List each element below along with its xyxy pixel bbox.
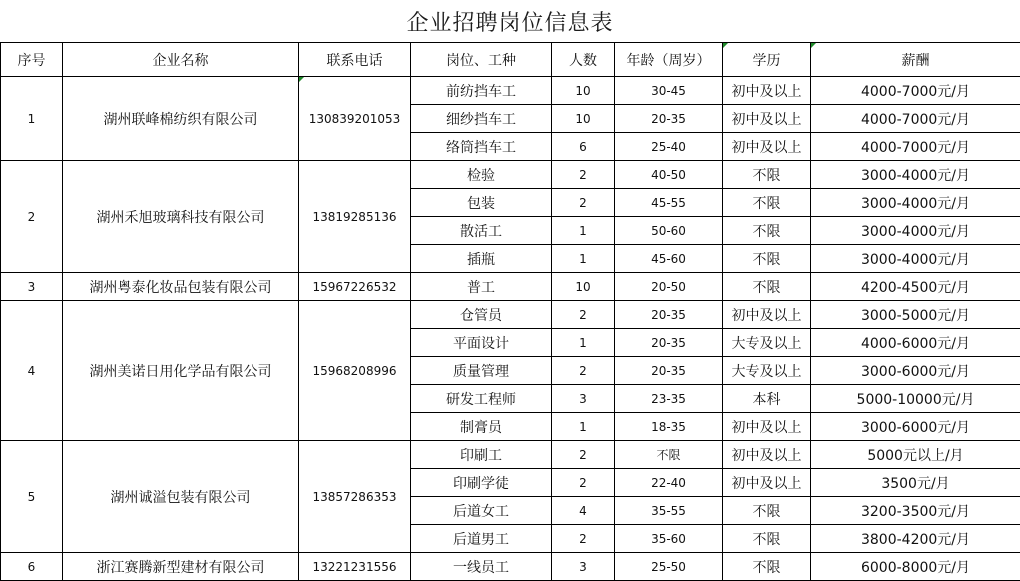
cell-age-range[interactable]: 不限 xyxy=(615,441,723,469)
cell-age-range[interactable]: 22-40 xyxy=(615,469,723,497)
table-row xyxy=(1,161,1020,189)
cell-phone[interactable]: 13857286353 xyxy=(299,441,411,553)
cell-age-range[interactable]: 30-45 xyxy=(615,77,723,105)
cell-job-title[interactable]: 制膏员 xyxy=(411,413,552,441)
cell-salary[interactable]: 3000-4000元/月 xyxy=(811,161,1020,189)
table-row xyxy=(1,77,1020,105)
cell-education[interactable]: 不限 xyxy=(723,553,811,581)
cell-company-name[interactable]: 湖州禾旭玻璃科技有限公司 xyxy=(63,161,299,273)
cell-headcount[interactable]: 2 xyxy=(552,441,615,469)
cell-education[interactable]: 不限 xyxy=(723,161,811,189)
cell-salary[interactable]: 3800-4200元/月 xyxy=(811,525,1020,553)
header-cell-job[interactable]: 岗位、工种 xyxy=(411,43,552,77)
cell-salary[interactable]: 3500元/月 xyxy=(811,469,1020,497)
cell-headcount[interactable]: 1 xyxy=(552,329,615,357)
cell-no[interactable]: 6 xyxy=(1,553,63,581)
cell-education[interactable]: 不限 xyxy=(723,217,811,245)
table-row xyxy=(1,553,1020,581)
cell-job-title[interactable]: 后道女工 xyxy=(411,497,552,525)
cell-age-range[interactable]: 35-55 xyxy=(615,497,723,525)
cell-salary[interactable]: 3000-5000元/月 xyxy=(811,301,1020,329)
cell-headcount[interactable]: 2 xyxy=(552,525,615,553)
cell-age-range[interactable]: 45-60 xyxy=(615,245,723,273)
cell-job-title[interactable]: 平面设计 xyxy=(411,329,552,357)
cell-age-range[interactable]: 20-35 xyxy=(615,357,723,385)
cell-age-range[interactable]: 20-35 xyxy=(615,105,723,133)
cell-education[interactable]: 初中及以上 xyxy=(723,133,811,161)
cell-job-title[interactable]: 普工 xyxy=(411,273,552,301)
cell-phone[interactable]: 15967226532 xyxy=(299,273,411,301)
cell-age-range[interactable]: 20-35 xyxy=(615,329,723,357)
cell-age-range[interactable]: 35-60 xyxy=(615,525,723,553)
header-cell-no[interactable]: 序号 xyxy=(1,43,63,77)
cell-salary[interactable]: 5000元以上/月 xyxy=(811,441,1020,469)
cell-headcount[interactable]: 2 xyxy=(552,469,615,497)
cell-headcount[interactable]: 3 xyxy=(552,553,615,581)
cell-headcount[interactable]: 1 xyxy=(552,217,615,245)
cell-salary[interactable]: 4000-7000元/月 xyxy=(811,77,1020,105)
cell-education[interactable]: 大专及以上 xyxy=(723,329,811,357)
cell-no[interactable]: 3 xyxy=(1,273,63,301)
cell-company-name[interactable]: 湖州美诺日用化学品有限公司 xyxy=(63,301,299,441)
cell-job-title[interactable]: 印刷学徒 xyxy=(411,469,552,497)
cell-age-range[interactable]: 25-50 xyxy=(615,553,723,581)
cell-job-title[interactable]: 包装 xyxy=(411,189,552,217)
cell-headcount[interactable]: 2 xyxy=(552,189,615,217)
cell-no[interactable]: 5 xyxy=(1,441,63,553)
cell-education[interactable]: 不限 xyxy=(723,525,811,553)
cell-headcount[interactable]: 3 xyxy=(552,385,615,413)
cell-company-name[interactable]: 浙江赛腾新型建材有限公司 xyxy=(63,553,299,581)
header-cell-company[interactable]: 企业名称 xyxy=(63,43,299,77)
cell-phone[interactable]: 13819285136 xyxy=(299,161,411,273)
cell-headcount[interactable]: 10 xyxy=(552,105,615,133)
cell-company-name[interactable]: 湖州诚溢包装有限公司 xyxy=(63,441,299,553)
cell-salary[interactable]: 3000-4000元/月 xyxy=(811,217,1020,245)
cell-no[interactable]: 2 xyxy=(1,161,63,273)
cell-phone[interactable]: 130839201053 xyxy=(299,77,411,161)
cell-job-title[interactable]: 细纱挡车工 xyxy=(411,105,552,133)
cell-salary[interactable]: 3200-3500元/月 xyxy=(811,497,1020,525)
cell-salary[interactable]: 3000-6000元/月 xyxy=(811,413,1020,441)
header-cell-count[interactable]: 人数 xyxy=(552,43,615,77)
header-cell-salary[interactable]: 薪酬 xyxy=(811,43,1020,77)
table-row xyxy=(1,441,1020,469)
cell-job-title[interactable]: 研发工程师 xyxy=(411,385,552,413)
cell-headcount[interactable]: 2 xyxy=(552,161,615,189)
cell-education[interactable]: 初中及以上 xyxy=(723,301,811,329)
cell-salary[interactable]: 4200-4500元/月 xyxy=(811,273,1020,301)
cell-headcount[interactable]: 10 xyxy=(552,273,615,301)
cell-job-title[interactable]: 前纺挡车工 xyxy=(411,77,552,105)
cell-headcount[interactable]: 1 xyxy=(552,245,615,273)
cell-salary[interactable]: 3000-6000元/月 xyxy=(811,357,1020,385)
cell-age-range[interactable]: 18-35 xyxy=(615,413,723,441)
cell-job-title[interactable]: 散活工 xyxy=(411,217,552,245)
cell-job-title[interactable]: 检验 xyxy=(411,161,552,189)
cell-education[interactable]: 初中及以上 xyxy=(723,105,811,133)
cell-job-title[interactable]: 质量管理 xyxy=(411,357,552,385)
cell-education[interactable]: 初中及以上 xyxy=(723,413,811,441)
cell-education[interactable]: 不限 xyxy=(723,189,811,217)
cell-age-range[interactable]: 20-35 xyxy=(615,301,723,329)
table-row xyxy=(1,273,1020,301)
cell-salary[interactable]: 3000-4000元/月 xyxy=(811,189,1020,217)
header-cell-education[interactable]: 学历 xyxy=(723,43,811,77)
cell-job-title[interactable]: 络筒挡车工 xyxy=(411,133,552,161)
cell-job-title[interactable]: 后道男工 xyxy=(411,525,552,553)
table-row xyxy=(1,301,1020,329)
cell-no[interactable]: 4 xyxy=(1,301,63,441)
table-body xyxy=(1,77,1020,581)
cell-age-range[interactable]: 50-60 xyxy=(615,217,723,245)
cell-job-title[interactable]: 仓管员 xyxy=(411,301,552,329)
cell-education[interactable]: 初中及以上 xyxy=(723,469,811,497)
cell-job-title[interactable]: 印刷工 xyxy=(411,441,552,469)
cell-headcount[interactable]: 6 xyxy=(552,133,615,161)
cell-phone[interactable]: 15968208996 xyxy=(299,301,411,441)
cell-education[interactable]: 本科 xyxy=(723,385,811,413)
header-row xyxy=(1,43,1020,77)
cell-age-range[interactable]: 20-50 xyxy=(615,273,723,301)
cell-company-name[interactable]: 湖州粤泰化妆品包装有限公司 xyxy=(63,273,299,301)
cell-education[interactable]: 初中及以上 xyxy=(723,77,811,105)
cell-salary[interactable]: 4000-7000元/月 xyxy=(811,105,1020,133)
cell-education[interactable]: 大专及以上 xyxy=(723,357,811,385)
cell-education[interactable]: 初中及以上 xyxy=(723,441,811,469)
cell-age-range[interactable]: 40-50 xyxy=(615,161,723,189)
cell-age-range[interactable]: 25-40 xyxy=(615,133,723,161)
cell-job-title[interactable]: 一线员工 xyxy=(411,553,552,581)
cell-salary[interactable]: 3000-4000元/月 xyxy=(811,245,1020,273)
cell-company-name[interactable]: 湖州联峰棉纺织有限公司 xyxy=(63,77,299,161)
cell-headcount[interactable]: 10 xyxy=(552,77,615,105)
cell-salary[interactable]: 4000-7000元/月 xyxy=(811,133,1020,161)
cell-education[interactable]: 不限 xyxy=(723,245,811,273)
cell-phone[interactable]: 13221231556 xyxy=(299,553,411,581)
cell-salary[interactable]: 6000-8000元/月 xyxy=(811,553,1020,581)
cell-age-range[interactable]: 23-35 xyxy=(615,385,723,413)
cell-age-range[interactable]: 45-55 xyxy=(615,189,723,217)
cell-education[interactable]: 不限 xyxy=(723,497,811,525)
cell-job-title[interactable]: 插瓶 xyxy=(411,245,552,273)
header-cell-age[interactable]: 年龄（周岁） xyxy=(615,43,723,77)
cell-headcount[interactable]: 1 xyxy=(552,413,615,441)
cell-no[interactable]: 1 xyxy=(1,77,63,161)
cell-headcount[interactable]: 2 xyxy=(552,301,615,329)
recruitment-table xyxy=(0,42,1020,581)
sheet-title: 企业招聘岗位信息表 xyxy=(0,0,1020,43)
header-cell-phone[interactable]: 联系电话 xyxy=(299,43,411,77)
cell-salary[interactable]: 4000-6000元/月 xyxy=(811,329,1020,357)
cell-headcount[interactable]: 2 xyxy=(552,357,615,385)
cell-headcount[interactable]: 4 xyxy=(552,497,615,525)
cell-salary[interactable]: 5000-10000元/月 xyxy=(811,385,1020,413)
cell-education[interactable]: 不限 xyxy=(723,273,811,301)
